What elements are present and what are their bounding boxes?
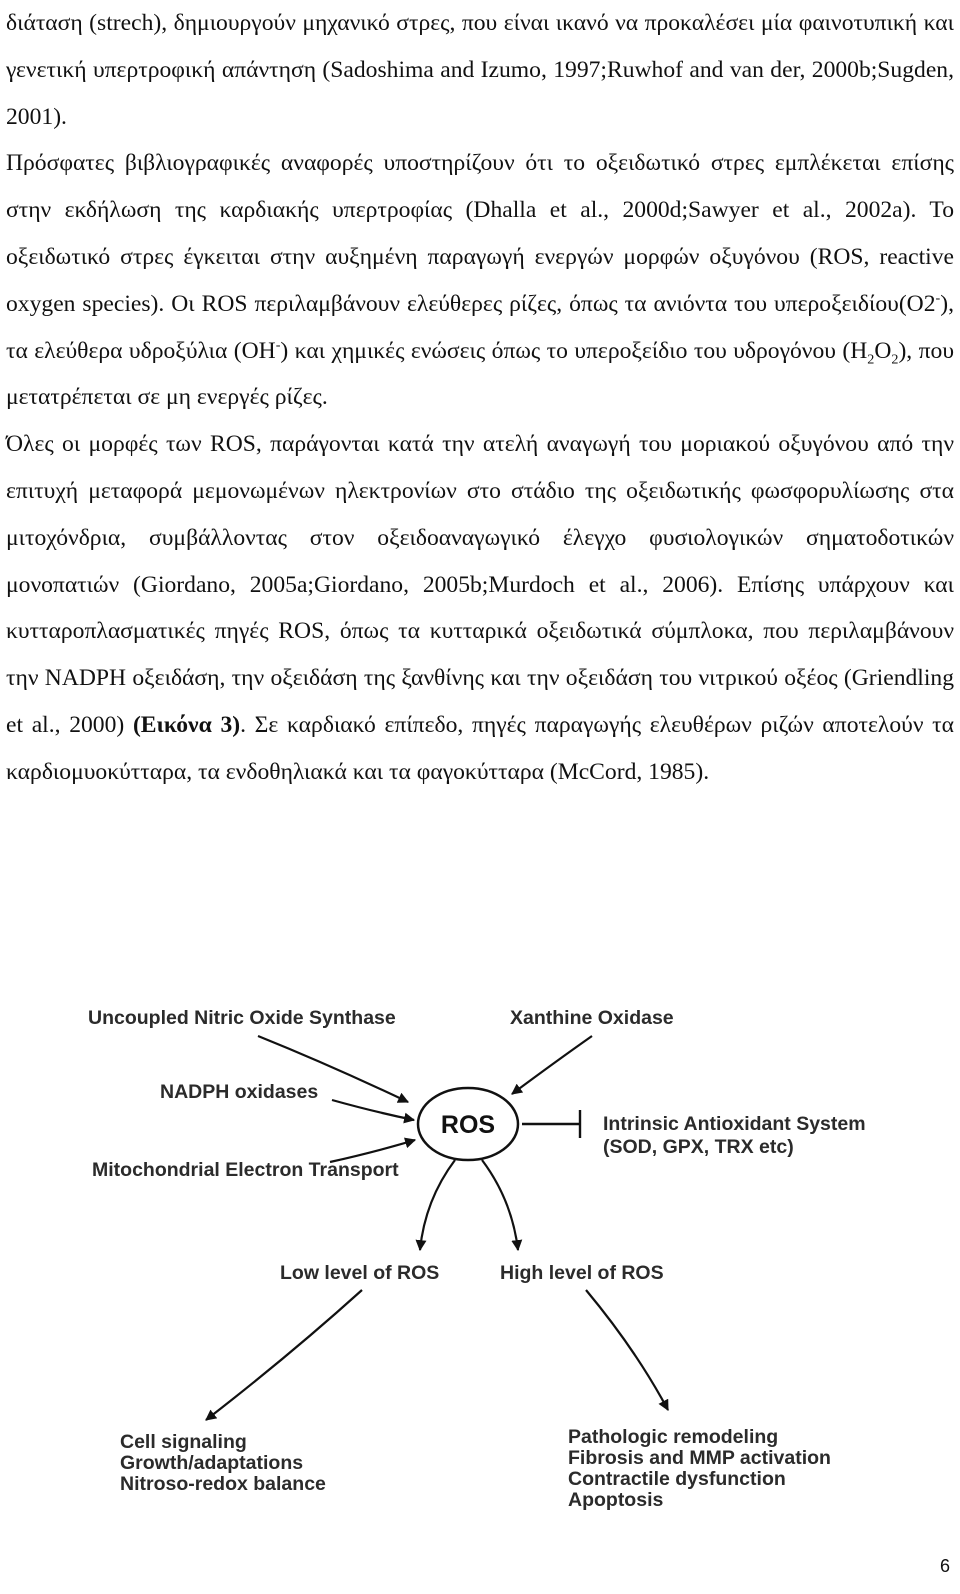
body-text bbox=[6, 0, 954, 796]
subscript-2: 2 bbox=[891, 351, 899, 368]
subscript-2: 2 bbox=[867, 351, 875, 368]
paragraph-2 bbox=[6, 140, 954, 421]
source-xanthine-label: Xanthine Oxidase bbox=[510, 1007, 674, 1029]
paragraph-3 bbox=[6, 421, 954, 795]
paragraph-2-text: ) και χημικές ενώσεις όπως το υπεροξείδιο του υδρογόνου (H bbox=[280, 337, 868, 364]
high-effect-item: Pathologic remodeling bbox=[568, 1426, 779, 1448]
high-level-label: High level of ROS bbox=[500, 1262, 664, 1284]
figure-reference: (Εικόνα 3) bbox=[132, 711, 241, 738]
arrow-xanthine-to-ros bbox=[512, 1036, 592, 1094]
high-effect-item: Apoptosis bbox=[568, 1489, 664, 1511]
source-nadph-label: NADPH oxidases bbox=[160, 1081, 319, 1103]
antioxidant-label-line1: Intrinsic Antioxidant System bbox=[603, 1113, 866, 1135]
arrow-low-to-effects bbox=[206, 1290, 362, 1420]
superscript-minus: - bbox=[935, 289, 941, 306]
low-effect-item: Nitroso-redox balance bbox=[120, 1473, 326, 1495]
page-number: 6 bbox=[939, 1556, 950, 1576]
low-effect-item: Growth/adaptations bbox=[120, 1452, 304, 1474]
paragraph-3-text: . Σε καρδιακό επίπεδο, πηγές παραγωγής ελευθέρων ριζών αποτελούν τα καρδιομυοκύτταρα, τα ενδοθηλιακά και τα φαγοκύτταρα (McCord, 1985). bbox=[6, 711, 955, 785]
high-effect-item: Contractile dysfunction bbox=[568, 1468, 786, 1490]
paragraph-2-text: ), που μετατρέπεται σε μη ενεργές ρίζες. bbox=[6, 337, 955, 411]
high-effect-item: Fibrosis and MMP activation bbox=[568, 1447, 831, 1469]
arrow-nadph-to-ros bbox=[332, 1100, 414, 1120]
superscript-minus: - bbox=[275, 336, 281, 353]
low-effect-item: Cell signaling bbox=[120, 1431, 247, 1453]
paragraph-2-text: ), τα ελεύθερα υδροξύλια (OH bbox=[6, 290, 954, 364]
low-level-label: Low level of ROS bbox=[280, 1262, 440, 1284]
arrow-high-to-effects bbox=[586, 1290, 668, 1410]
paragraph-3-text: Όλες οι μορφές των ROS, παράγονται κατά την ατελή αναγωγή του μοριακού οξυγόνου από την επιτυχή μεταφορά μεμονωμένων ηλεκτρονίων στο στάδιο της οξειδωτικής φωσφορυλίωσης στα μιτοχόνδρια, συμβάλλοντας στον οξειδοαναγωγικό έλεγχο φυσιολογικών σηματοδοτικών μονοπατιών (Giordano, 2005a;Giordano, 2005b;Murdoch et al., 2006). Επίσης υπάρχουν και κυτταροπλασματικές πηγές ROS, όπως τα κυτταρικά οξειδωτικά σύμπλοκα, που περιλαμβάνουν την NADPH οξειδάση, την οξειδάση της ξανθίνης και την οξειδάση του νιτρικού οξέος (Griendling et al., 2000) bbox=[6, 431, 954, 738]
arrow-ros-to-high bbox=[482, 1160, 518, 1250]
source-nos-label: Uncoupled Nitric Oxide Synthase bbox=[88, 1007, 396, 1029]
paragraph-2-text: O bbox=[874, 337, 892, 364]
paragraph-1-text: διάταση (strech), δημιουργούν μηχανικό στρες, που είναι ικανό να προκαλέσει μία φαινοτυπική και γενετική υπερτροφική απάντηση (Sadoshima and Izumo, 1997;Ruwhof and van der, 2000b;Sugden, 2001). bbox=[6, 10, 954, 130]
antioxidant-label-line2: (SOD, GPX, TRX etc) bbox=[603, 1136, 794, 1158]
ros-center-label: ROS bbox=[440, 1111, 496, 1139]
ros-diagram bbox=[0, 990, 960, 1530]
paragraph-1 bbox=[6, 0, 954, 140]
source-mito-label: Mitochondrial Electron Transport bbox=[92, 1159, 399, 1181]
paragraph-2-text: Πρόσφατες βιβλιογραφικές αναφορές υποστηρίζουν ότι το οξειδωτικό στρες εμπλέκεται επίσης στην εκδήλωση της καρδιακής υπερτροφίας (Dhalla et al., 2000d;Sawyer et al., 2002a). Το οξειδωτικό στρες έγκειται στην αυξημένη παραγωγή ενεργών μορφών οξυγόνου (ROS, reactive oxygen species). Οι ROS περιλαμβάνουν ελεύθερες ρίζες, όπως τα ανιόντα του υπεροξειδίου(O2 bbox=[6, 150, 954, 317]
arrow-ros-to-low bbox=[420, 1160, 455, 1250]
